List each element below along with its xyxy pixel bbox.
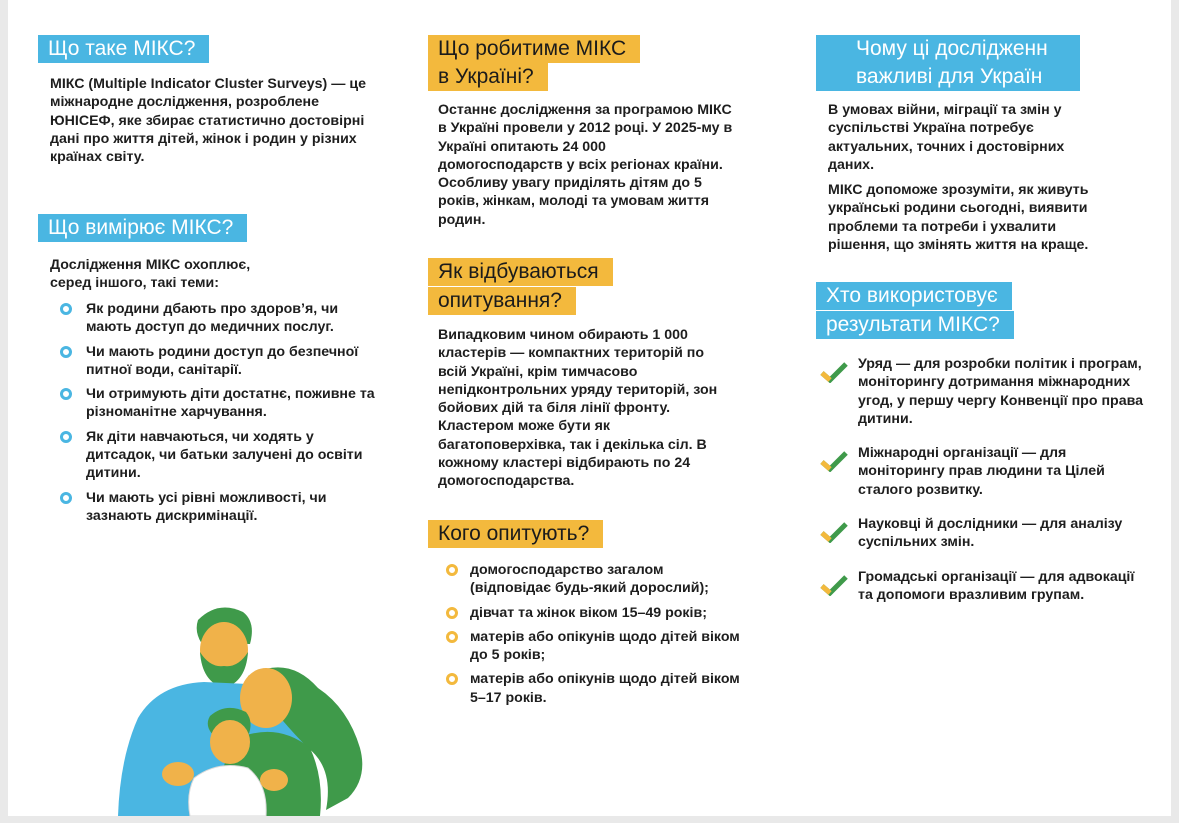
circle-bullet-icon [60, 431, 72, 443]
heading-mics-in-ukraine-line1: Що робитиме МІКС [428, 35, 640, 63]
circle-bullet-icon [446, 631, 458, 643]
heading-what-is-mics: Що таке МІКС? [38, 35, 209, 63]
heading-why-important-line2: важливі для Україн [816, 63, 1080, 91]
list-item: Чи отримують діти достатнє, поживне та різноманітне харчування. [60, 385, 380, 422]
circle-bullet-icon [60, 388, 72, 400]
checkmark-icon [820, 450, 848, 472]
heading-who-uses-results-line2: результати МІКС? [816, 311, 1014, 339]
circle-bullet-icon [60, 303, 72, 315]
list-item: Чи мають родини доступ до безпечної питної води, санітарії. [60, 343, 380, 380]
circle-bullet-icon [446, 564, 458, 576]
list-item: Громадські організації — для адвокації та допомоги вразливим групам. [816, 568, 1146, 605]
respondents-list [446, 561, 746, 707]
paragraph-mics-helps: МІКС допоможе зрозуміти, як живуть українські родини сьогодні, виявити проблеми та потреби і ухвалити рішення, що змінять життя на краще. [828, 182, 1089, 253]
list-item: Науковці й дослідники — для аналізу суспільних змін. [816, 515, 1146, 552]
heading-how-surveys-work-line2: опитування? [428, 287, 576, 315]
checkmark-icon [820, 574, 848, 596]
checkmark-icon [820, 361, 848, 383]
list-item: Як діти навчаються, чи ходять у дитсадок, чи батьки залучені до освіти дитини. [60, 428, 380, 483]
heading-who-is-surveyed: Кого опитують? [428, 520, 603, 548]
list-item: Як родини дбають про здоров’я, чи мають доступ до медичних послуг. [60, 300, 380, 337]
paragraph-topics-intro: Дослідження МІКС охоплює, серед іншого, такі теми: [50, 257, 251, 292]
heading-how-surveys-work-line1: Як відбуваються [428, 258, 613, 286]
heading-what-mics-measures: Що вимірює МІКС? [38, 214, 247, 242]
heading-who-uses-results-line1: Хто використовує [816, 282, 1012, 310]
circle-bullet-icon [60, 492, 72, 504]
heading-mics-in-ukraine-line2: в Україні? [428, 63, 548, 91]
paragraph-sampling: Випадковим чином обирають 1 000 кластерів — компактних територій по всій Україні, крім тимчасово непідконтрольних уряду територій, зон бойових дій та біля лінії фронту. Кластером може бути як багатоповерхівка, так і декілька сіл. В кожному кластері відбирають по 24 домогосподарства. [438, 327, 718, 490]
list-item: Уряд — для розробки політик і програм, моніторингу дотримання міжнародних угод, у першу чергу Конвенції про права дитини. [816, 355, 1146, 428]
checkmark-icon [820, 521, 848, 543]
measured-topics-list [60, 300, 380, 525]
paragraph-mics-definition: МІКС (Multiple Indicator Cluster Surveys) — це міжнародне дослідження, розроблене ЮНІСЕФ, яке збирає статистично достовірні дані про життя дітей, жінок і родин у різних країнах світу. [50, 76, 366, 166]
heading-why-important-line1: Чому ці дослідженн [816, 35, 1080, 63]
list-item: Міжнародні організації — для моніторингу прав людини та Цілей сталого розвитку. [816, 444, 1146, 499]
list-item: дівчат та жінок віком 15–49 років; [446, 604, 746, 622]
circle-bullet-icon [446, 673, 458, 685]
list-item: матерів або опікунів щодо дітей віком 5–17 років. [446, 670, 746, 707]
results-users-list [816, 355, 1146, 604]
list-item: матерів або опікунів щодо дітей віком до 5 років; [446, 628, 746, 665]
paragraph-survey-plan: Останнє дослідження за програмою МІКС в Україні провели у 2012 році. У 2025-му в Україні опитають 24 000 домогосподарств у всіх регіонах країни. Особливу увагу приділять дітям до 5 років, жінкам, молоді та умовам життя родин. [438, 102, 733, 228]
family-illustration [98, 598, 378, 816]
list-item: домогосподарство загалом (відповідає будь-який дорослий); [446, 561, 746, 598]
circle-bullet-icon [446, 607, 458, 619]
list-item: Чи мають усі рівні можливості, чи зазнають дискримінації. [60, 489, 380, 526]
circle-bullet-icon [60, 346, 72, 358]
brochure-page [8, 0, 1171, 816]
paragraph-need-for-data: В умовах війни, міграції та змін у суспільстві Україна потребує актуальних, точних і достовірних даних. [828, 102, 1065, 173]
